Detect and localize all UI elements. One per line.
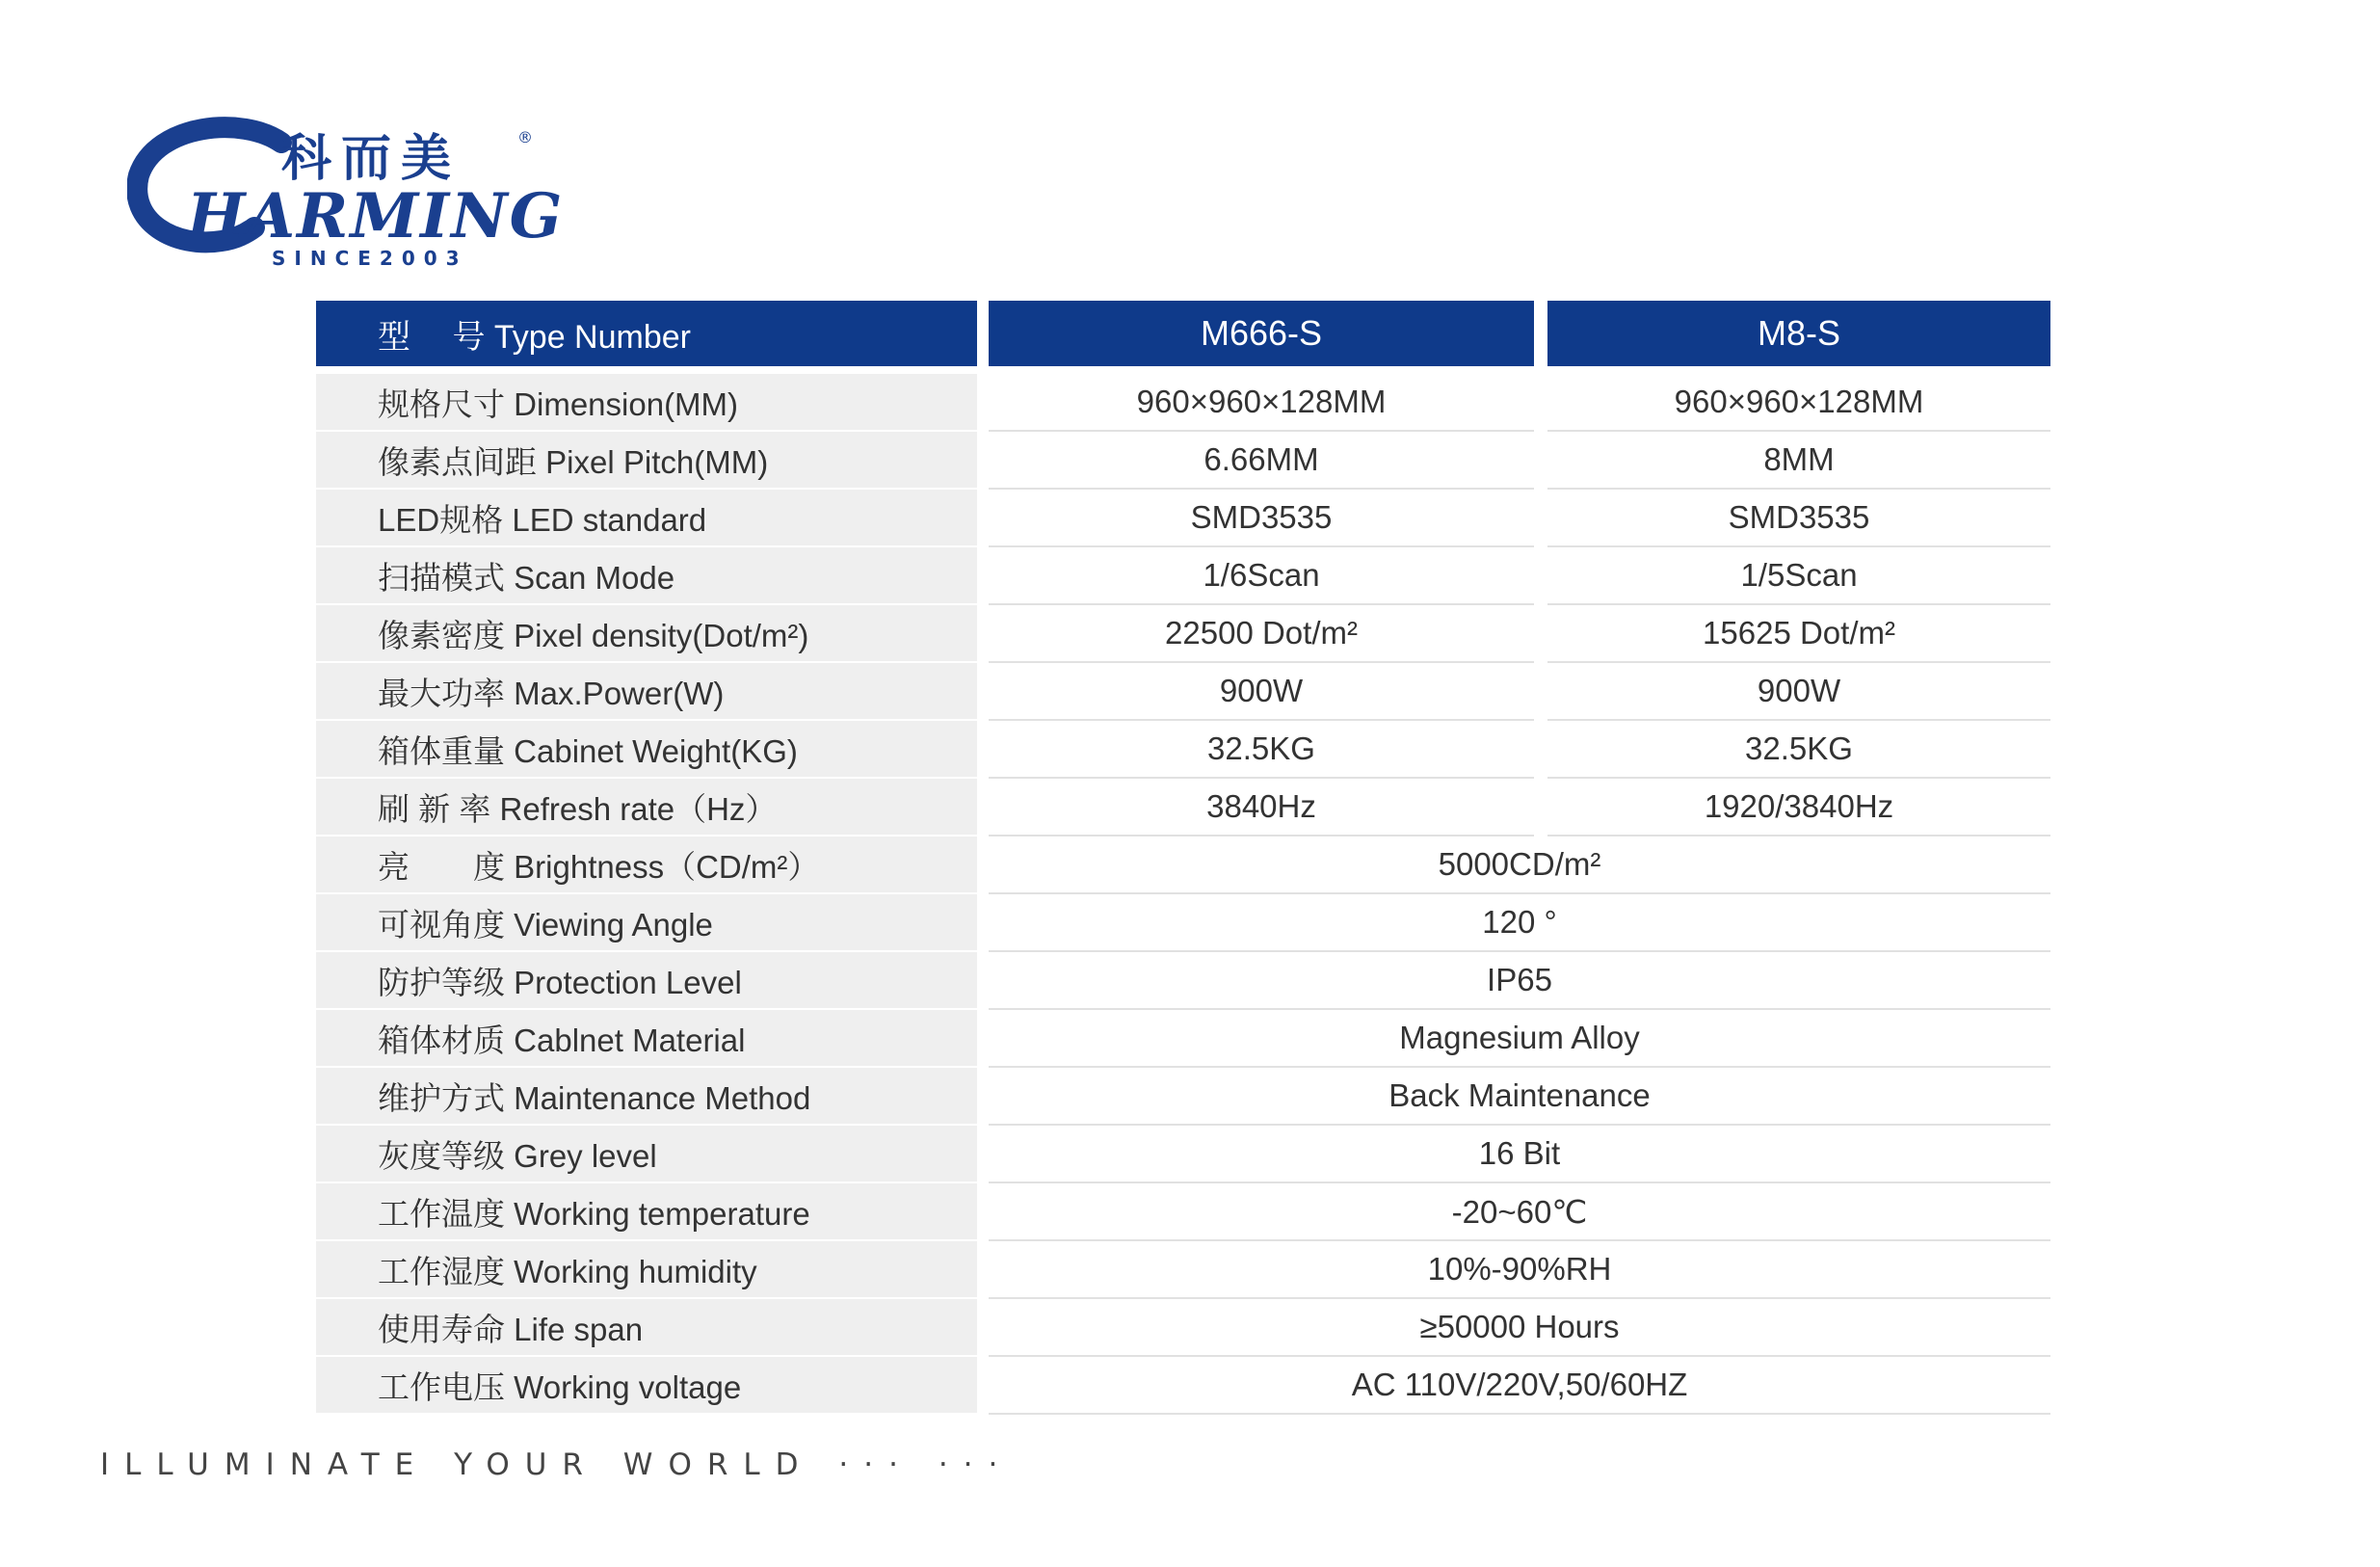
table-row [316,490,2050,547]
row-value-m8s: 32.5KG [1547,721,2050,779]
table-row [316,1299,2050,1357]
table-row [316,1010,2050,1068]
brand-name-en: HARMING [187,180,565,252]
row-value-shared: AC 110V/220V,50/60HZ [989,1357,2050,1415]
row-value-m8s: SMD3535 [1547,490,2050,547]
row-value-shared: 16 Bit [989,1126,2050,1183]
table-row [316,1241,2050,1299]
row-label: 工作湿度 Working humidity [316,1241,977,1299]
row-value-shared: 5000CD/m² [989,837,2050,894]
table-row [316,374,2050,432]
brand-since: SINCE2003 [272,247,468,270]
row-label: 可视角度 Viewing Angle [316,894,977,952]
table-row [316,432,2050,490]
header-model-m8s: M8-S [1547,301,2050,366]
row-value-shared: 10%-90%RH [989,1241,2050,1299]
row-value-m666s: 22500 Dot/m² [989,605,1534,663]
row-label: LED规格 LED standard [316,490,977,547]
row-label: 规格尺寸 Dimension(MM) [316,374,977,432]
row-value-shared: IP65 [989,952,2050,1010]
table-row [316,1183,2050,1241]
table-row [316,721,2050,779]
row-label: 刷 新 率 Refresh rate（Hz） [316,779,977,837]
table-row [316,894,2050,952]
row-value-m666s: 1/6Scan [989,547,1534,605]
row-label: 工作电压 Working voltage [316,1357,977,1415]
table-row [316,1357,2050,1415]
table-header-row [316,301,2050,366]
table-row [316,605,2050,663]
brand-logo [127,116,570,270]
row-label: 箱体材质 Cablnet Material [316,1010,977,1068]
row-value-m8s: 900W [1547,663,2050,721]
table-row [316,952,2050,1010]
row-value-shared: -20~60℃ [989,1183,2050,1241]
charming-logo-graphic [127,116,570,270]
row-value-m8s: 1920/3840Hz [1547,779,2050,837]
row-value-shared: 120 ° [989,894,2050,952]
row-label: 最大功率 Max.Power(W) [316,663,977,721]
row-value-m666s: 900W [989,663,1534,721]
table-row [316,663,2050,721]
registered-mark: ® [517,128,533,146]
row-value-m666s: 6.66MM [989,432,1534,490]
spec-table [316,301,2050,1415]
header-model-m666s: M666-S [989,301,1534,366]
table-row [316,1126,2050,1183]
row-value-m8s: 1/5Scan [1547,547,2050,605]
header-label: 型 号 Type Number [316,301,977,366]
row-label: 防护等级 Protection Level [316,952,977,1010]
table-row [316,1068,2050,1126]
row-label: 灰度等级 Grey level [316,1126,977,1183]
row-value-shared: Magnesium Alloy [989,1010,2050,1068]
row-value-m666s: 32.5KG [989,721,1534,779]
row-label: 工作温度 Working temperature [316,1183,977,1241]
row-label: 使用寿命 Life span [316,1299,977,1357]
row-value-shared: ≥50000 Hours [989,1299,2050,1357]
table-row [316,837,2050,894]
row-value-m666s: 960×960×128MM [989,374,1534,432]
row-label: 像素密度 Pixel density(Dot/m²) [316,605,977,663]
row-value-shared: Back Maintenance [989,1068,2050,1126]
brand-name-cn: 科而美 [281,130,462,188]
table-row [316,779,2050,837]
row-value-m8s: 960×960×128MM [1547,374,2050,432]
row-label: 亮 度 Brightness（CD/m²） [316,837,977,894]
footer-tagline: ILLUMINATE YOUR WORLD ··· ··· [100,1447,1014,1482]
row-value-m8s: 8MM [1547,432,2050,490]
row-value-m666s: 3840Hz [989,779,1534,837]
row-label: 扫描模式 Scan Mode [316,547,977,605]
table-row [316,547,2050,605]
row-value-m666s: SMD3535 [989,490,1534,547]
row-label: 维护方式 Maintenance Method [316,1068,977,1126]
row-value-m8s: 15625 Dot/m² [1547,605,2050,663]
row-label: 像素点间距 Pixel Pitch(MM) [316,432,977,490]
row-label: 箱体重量 Cabinet Weight(KG) [316,721,977,779]
